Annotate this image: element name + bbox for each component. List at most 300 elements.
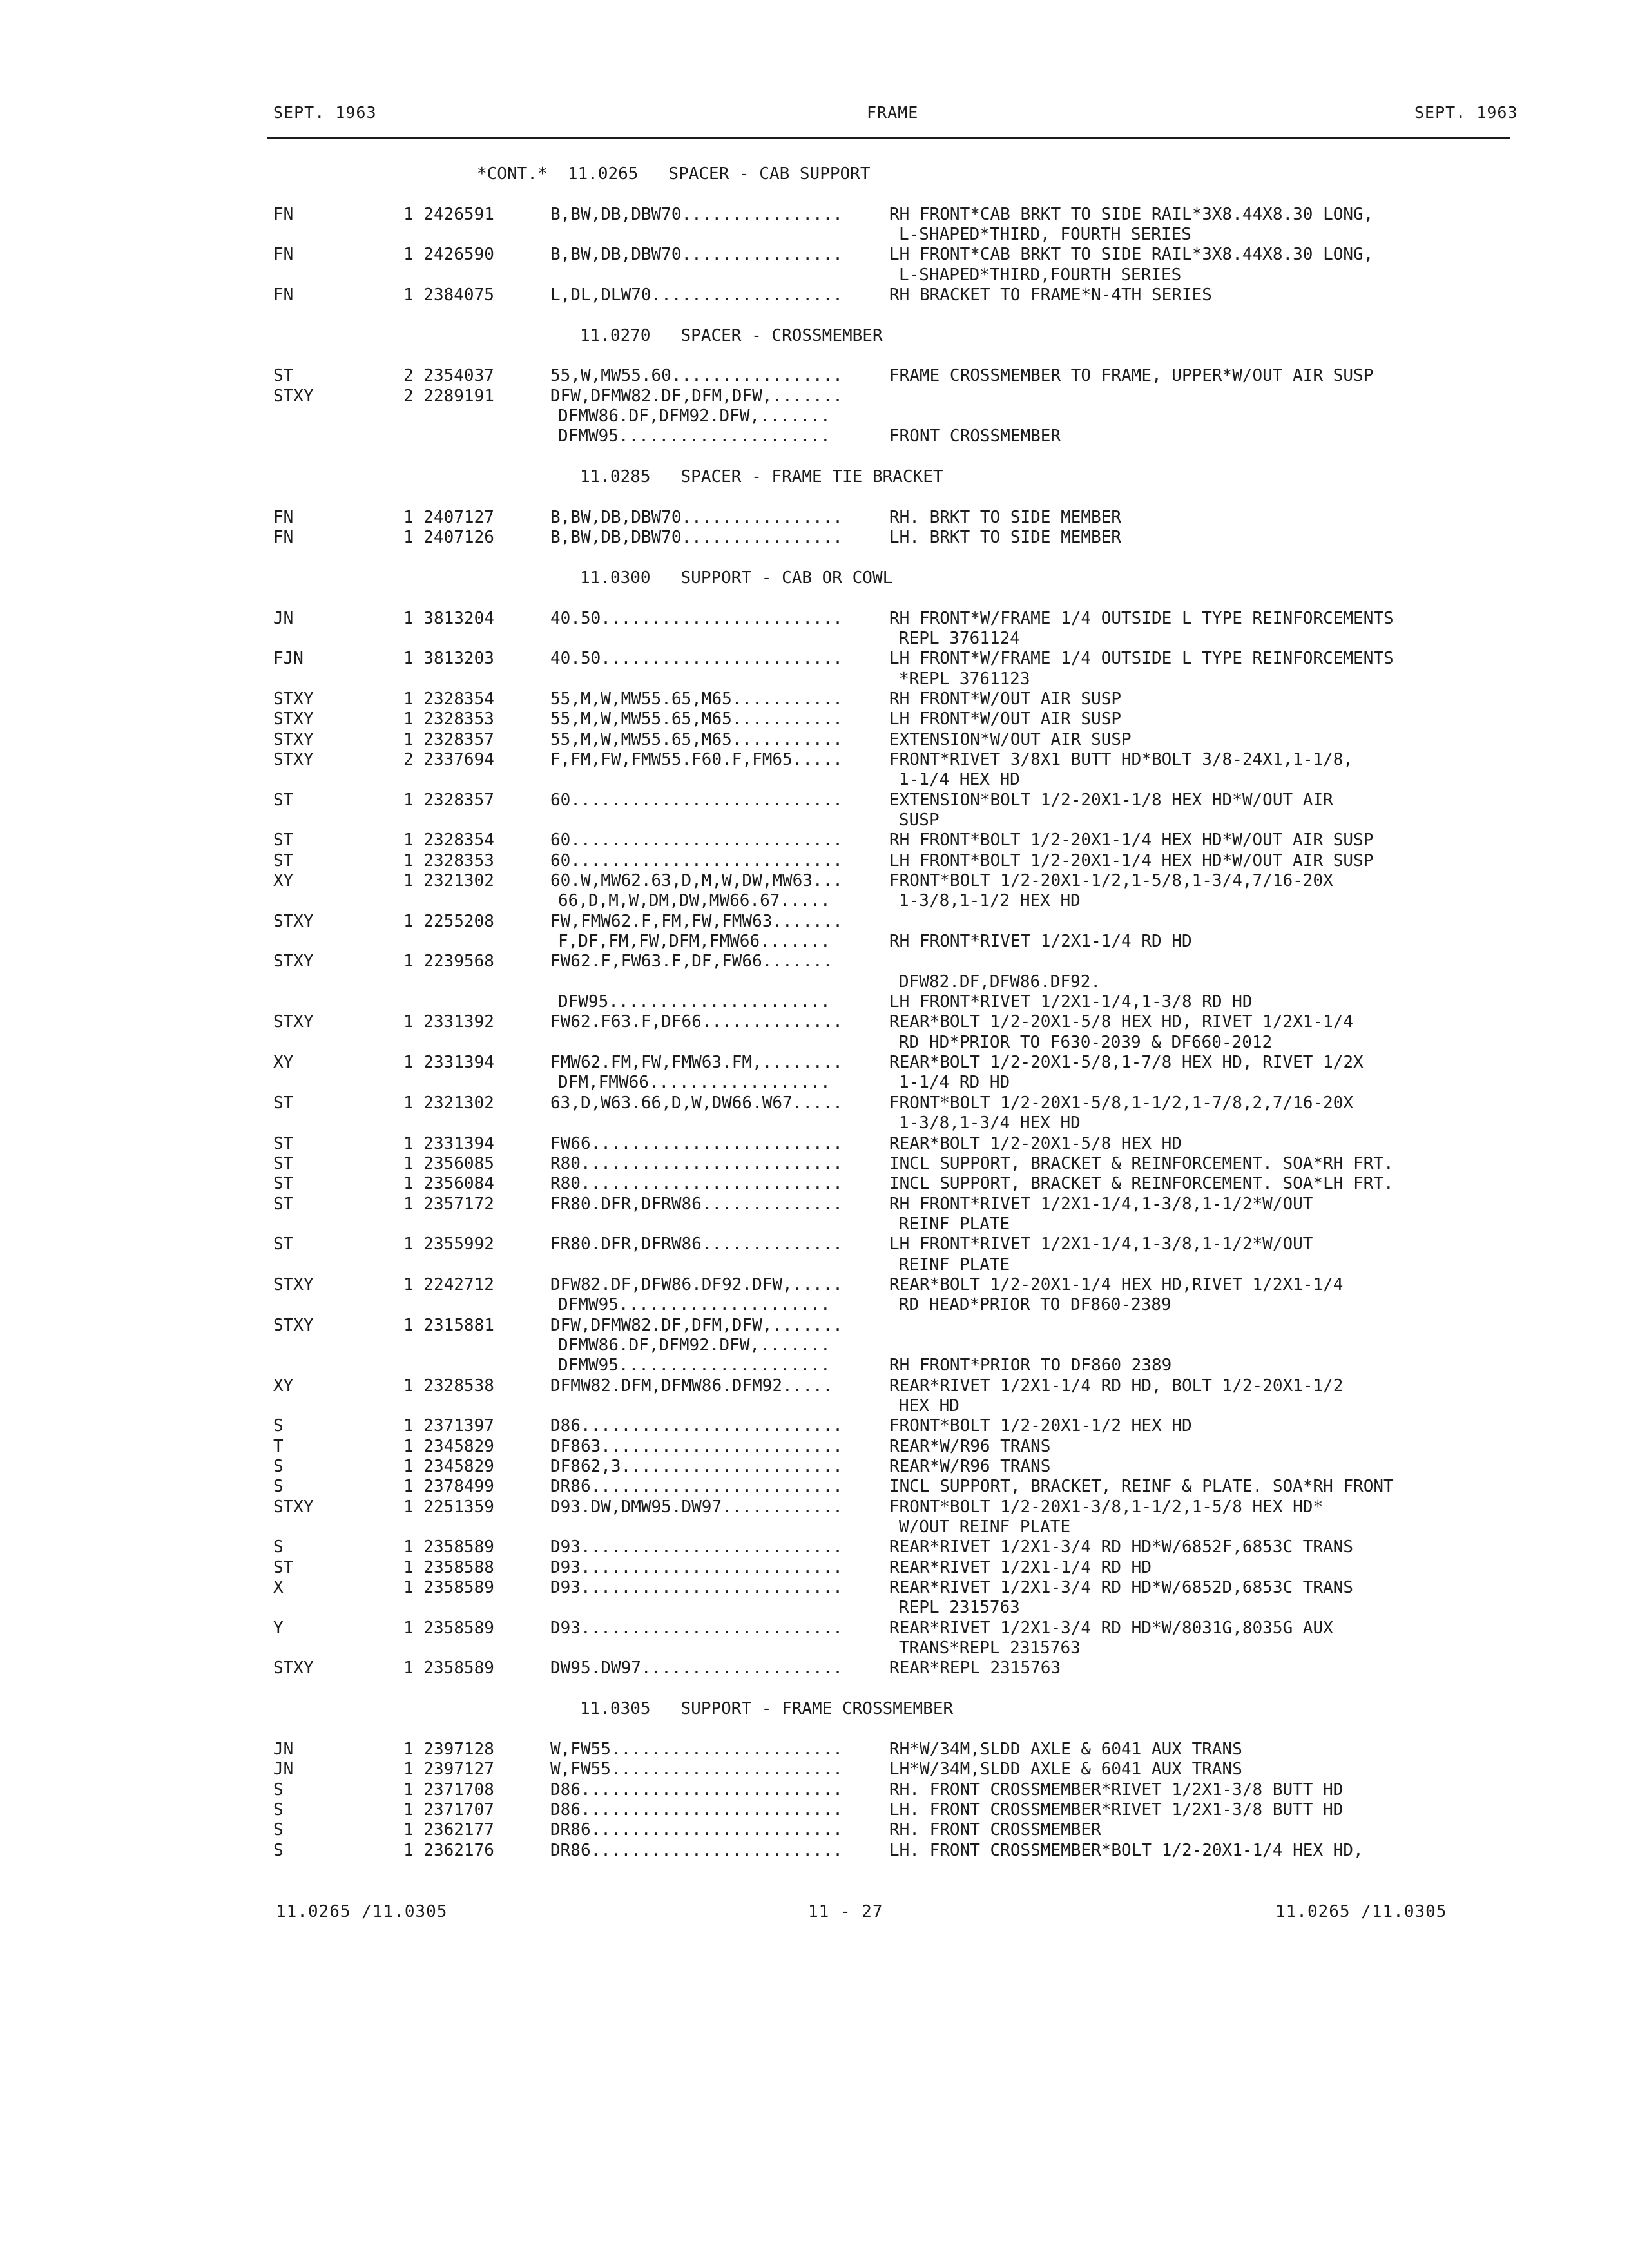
parts-row xyxy=(0,932,1629,952)
usage-code: XY xyxy=(273,871,294,891)
part-description: 1-3/8,1-3/4 HEX HD xyxy=(899,1113,1081,1133)
usage-code: ST xyxy=(273,1153,294,1173)
blank-line xyxy=(0,346,1629,366)
usage-code: FN xyxy=(273,528,294,548)
parts-row xyxy=(0,225,1629,245)
part-description: REAR*REPL 2315763 xyxy=(889,1658,1061,1678)
part-number: 1 2331392 xyxy=(403,1012,494,1032)
parts-row xyxy=(0,609,1629,629)
part-number: 1 2358589 xyxy=(403,1578,494,1598)
model-list: FR80.DFR,DFRW86.............. xyxy=(550,1235,843,1254)
part-number: 1 2397128 xyxy=(403,1739,494,1759)
section-heading xyxy=(0,467,1629,487)
parts-row xyxy=(0,508,1629,528)
model-list: F,FM,FW,FMW55.F60.F,FM65..... xyxy=(550,749,843,769)
part-description: LH FRONT*W/FRAME 1/4 OUTSIDE L TYPE REINFORCEMENTS xyxy=(889,649,1394,669)
part-description: DFW82.DF,DFW86.DF92. xyxy=(899,972,1101,992)
parts-row xyxy=(0,1356,1629,1376)
part-number: 1 2397127 xyxy=(403,1760,494,1780)
usage-code: S xyxy=(273,1840,284,1860)
parts-row xyxy=(0,1195,1629,1215)
usage-code: S xyxy=(273,1820,284,1840)
part-description: 1-1/4 RD HD xyxy=(899,1073,1010,1093)
part-number: 1 2426590 xyxy=(403,245,494,265)
part-description: REINF PLATE xyxy=(899,1214,1010,1234)
part-description: LH FRONT*BOLT 1/2-20X1-1/4 HEX HD*W/OUT AIR SUSP xyxy=(889,850,1374,870)
part-description: 1-3/8,1-1/2 HEX HD xyxy=(899,891,1081,911)
part-number: 1 2321302 xyxy=(403,1093,494,1113)
usage-code: JN xyxy=(273,1739,294,1759)
part-description: REAR*RIVET 1/2X1-3/4 RD HD*W/6852F,6853C TRANS xyxy=(889,1537,1354,1557)
part-number: 1 2321302 xyxy=(403,871,494,891)
part-description: REAR*W/R96 TRANS xyxy=(889,1436,1051,1456)
part-description: HEX HD xyxy=(899,1396,959,1416)
usage-code: STXY xyxy=(273,689,314,709)
model-list: DFW95...................... xyxy=(558,992,831,1012)
part-number: 1 2328353 xyxy=(403,850,494,870)
parts-row xyxy=(0,528,1629,548)
part-description: REAR*BOLT 1/2-20X1-5/8 HEX HD, RIVET 1/2X1-1/4 xyxy=(889,1012,1354,1032)
blank-line xyxy=(0,588,1629,608)
part-description: FRONT*RIVET 3/8X1 BUTT HD*BOLT 3/8-24X1,1-1/8, xyxy=(889,749,1354,769)
usage-code: ST xyxy=(273,831,294,850)
part-description: INCL SUPPORT, BRACKET & REINFORCEMENT. SOA*RH FRT. xyxy=(889,1153,1394,1173)
part-description: REAR*BOLT 1/2-20X1-5/8 HEX HD xyxy=(889,1133,1182,1153)
usage-code: S xyxy=(273,1416,284,1436)
part-description: REAR*RIVET 1/2X1-1/4 RD HD, BOLT 1/2-20X1-1/2 xyxy=(889,1376,1344,1396)
blank-line xyxy=(0,305,1629,325)
model-list: 60........................... xyxy=(550,790,843,810)
part-description: INCL SUPPORT, BRACKET, REINF & PLATE. SOA*RH FRONT xyxy=(889,1477,1394,1497)
section-heading-text: 11.0300 SUPPORT - CAB OR COWL xyxy=(580,568,893,588)
parts-row xyxy=(0,992,1629,1012)
part-description: LH. FRONT CROSSMEMBER*BOLT 1/2-20X1-1/4 HEX HD, xyxy=(889,1840,1364,1860)
usage-code: STXY xyxy=(273,729,314,749)
part-description: LH FRONT*CAB BRKT TO SIDE RAIL*3X8.44X8.30 LONG, xyxy=(889,245,1374,265)
model-list: FW62.F,FW63.F,DF,FW66....... xyxy=(550,952,833,972)
part-description: *REPL 3761123 xyxy=(899,669,1030,689)
parts-row xyxy=(0,891,1629,911)
usage-code: ST xyxy=(273,1093,294,1113)
parts-row xyxy=(0,1537,1629,1557)
usage-code: S xyxy=(273,1800,284,1820)
parts-row xyxy=(0,1760,1629,1780)
part-description: L-SHAPED*THIRD,FOURTH SERIES xyxy=(899,265,1182,285)
parts-row xyxy=(0,1073,1629,1093)
model-list: FW66......................... xyxy=(550,1133,843,1153)
part-description: RH. BRKT TO SIDE MEMBER xyxy=(889,507,1122,527)
parts-row xyxy=(0,1255,1629,1275)
model-list: W,FW55....................... xyxy=(550,1739,843,1759)
part-description: REAR*BOLT 1/2-20X1-1/4 HEX HD,RIVET 1/2X1-1/4 xyxy=(889,1274,1344,1294)
section-heading-text: 11.0270 SPACER - CROSSMEMBER xyxy=(580,325,883,345)
usage-code: S xyxy=(273,1537,284,1557)
parts-row xyxy=(0,811,1629,831)
section-heading-text: 11.0305 SUPPORT - FRAME CROSSMEMBER xyxy=(580,1699,954,1719)
part-description: FRONT CROSSMEMBER xyxy=(889,427,1061,447)
model-list: FW,FMW62.F,FM,FW,FMW63....... xyxy=(550,911,843,931)
part-number: 2 2289191 xyxy=(403,386,494,406)
usage-code: STXY xyxy=(273,952,314,972)
part-number: 1 2242712 xyxy=(403,1274,494,1294)
part-description: RH FRONT*RIVET 1/2X1-1/4,1-3/8,1-1/2*W/OUT xyxy=(889,1194,1313,1214)
parts-row xyxy=(0,427,1629,447)
parts-row xyxy=(0,871,1629,891)
usage-code: STXY xyxy=(273,1274,314,1294)
part-description: RH FRONT*RIVET 1/2X1-1/4 RD HD xyxy=(889,932,1192,952)
part-description: LH FRONT*RIVET 1/2X1-1/4,1-3/8,1-1/2*W/OUT xyxy=(889,1235,1313,1254)
footer-range-left: 11.0265 /11.0305 xyxy=(276,1902,448,1921)
usage-code: JN xyxy=(273,1760,294,1780)
parts-row xyxy=(0,912,1629,932)
model-list: DFW82.DF,DFW86.DF92.DFW,..... xyxy=(550,1274,843,1294)
model-list: DFMW95..................... xyxy=(558,427,831,447)
part-number: 1 2328353 xyxy=(403,709,494,729)
model-list: 40.50........................ xyxy=(550,649,843,669)
model-list: 63,D,W63.66,D,W,DW66.W67..... xyxy=(550,1093,843,1113)
parts-row xyxy=(0,1396,1629,1416)
parts-row xyxy=(0,709,1629,729)
model-list: B,BW,DB,DBW70................ xyxy=(550,507,843,527)
model-list: D93.......................... xyxy=(550,1578,843,1598)
usage-code: STXY xyxy=(273,1315,314,1335)
part-description: RH FRONT*CAB BRKT TO SIDE RAIL*3X8.44X8.30 LONG, xyxy=(889,204,1374,224)
usage-code: XY xyxy=(273,1376,294,1396)
part-number: 1 2331394 xyxy=(403,1053,494,1073)
part-description: FRAME CROSSMEMBER TO FRAME, UPPER*W/OUT AIR SUSP xyxy=(889,366,1374,386)
part-number: 2 2337694 xyxy=(403,749,494,769)
model-list: D86.......................... xyxy=(550,1416,843,1436)
part-number: 1 2239568 xyxy=(403,952,494,972)
parts-row xyxy=(0,1416,1629,1436)
parts-row xyxy=(0,1033,1629,1053)
part-description: RH BRACKET TO FRAME*N-4TH SERIES xyxy=(889,285,1212,305)
part-description: TRANS*REPL 2315763 xyxy=(899,1639,1081,1658)
parts-row xyxy=(0,831,1629,850)
parts-row xyxy=(0,366,1629,386)
part-number: 1 2328354 xyxy=(403,689,494,709)
model-list: DR86......................... xyxy=(550,1820,843,1840)
parts-row xyxy=(0,1598,1629,1618)
usage-code: S xyxy=(273,1457,284,1476)
model-list: R80.......................... xyxy=(550,1153,843,1173)
model-list: FW62.F63.F,DF66.............. xyxy=(550,1012,843,1032)
part-description: RH. FRONT CROSSMEMBER*RIVET 1/2X1-3/8 BUTT HD xyxy=(889,1780,1344,1800)
part-description: RH. FRONT CROSSMEMBER xyxy=(889,1820,1101,1840)
part-number: 1 2362177 xyxy=(403,1820,494,1840)
model-list: DFW,DFMW82.DF,DFM,DFW,....... xyxy=(550,1315,843,1335)
usage-code: ST xyxy=(273,366,294,386)
model-list: DR86......................... xyxy=(550,1840,843,1860)
parts-row xyxy=(0,669,1629,689)
section-heading xyxy=(0,1699,1629,1719)
model-list: DF863........................ xyxy=(550,1436,843,1456)
part-description: REAR*RIVET 1/2X1-1/4 RD HD xyxy=(889,1557,1152,1577)
usage-code: ST xyxy=(273,1194,294,1214)
part-description: RD HD*PRIOR TO F630-2039 & DF660-2012 xyxy=(899,1032,1273,1052)
usage-code: STXY xyxy=(273,1012,314,1032)
model-list: B,BW,DB,DBW70................ xyxy=(550,204,843,224)
part-number: 1 2345829 xyxy=(403,1436,494,1456)
header-rule xyxy=(267,137,1510,139)
usage-code: FN xyxy=(273,245,294,265)
parts-row xyxy=(0,1154,1629,1174)
part-number: 1 2356084 xyxy=(403,1174,494,1194)
usage-code: T xyxy=(273,1436,284,1456)
header-date-right: SEPT. 1963 xyxy=(1414,103,1518,122)
part-description: W/OUT REINF PLATE xyxy=(899,1517,1071,1537)
usage-code: FN xyxy=(273,285,294,305)
usage-code: FN xyxy=(273,204,294,224)
model-list: 55,M,W,MW55.65,M65........... xyxy=(550,729,843,749)
parts-row xyxy=(0,1578,1629,1598)
parts-row xyxy=(0,1619,1629,1639)
part-number: 1 3813204 xyxy=(403,608,494,628)
parts-row xyxy=(0,1740,1629,1760)
part-description: LH*W/34M,SLDD AXLE & 6041 AUX TRANS xyxy=(889,1760,1242,1780)
parts-row xyxy=(0,205,1629,225)
model-list: 66,D,M,W,DM,DW,MW66.67..... xyxy=(558,891,831,911)
usage-code: ST xyxy=(273,1133,294,1153)
parts-row xyxy=(0,1215,1629,1235)
usage-code: ST xyxy=(273,850,294,870)
part-number: 1 2355992 xyxy=(403,1235,494,1254)
model-list: DF862,3...................... xyxy=(550,1457,843,1476)
part-description: REAR*W/R96 TRANS xyxy=(889,1457,1051,1476)
model-list: 40.50........................ xyxy=(550,608,843,628)
usage-code: STXY xyxy=(273,386,314,406)
parts-row xyxy=(0,791,1629,811)
part-description: L-SHAPED*THIRD, FOURTH SERIES xyxy=(899,225,1191,245)
parts-row xyxy=(0,972,1629,992)
usage-code: Y xyxy=(273,1618,284,1638)
blank-line xyxy=(0,1679,1629,1699)
usage-code: STXY xyxy=(273,709,314,729)
part-description: FRONT*BOLT 1/2-20X1-1/2,1-5/8,1-3/4,7/16-20X xyxy=(889,871,1333,891)
part-number: 1 2358589 xyxy=(403,1537,494,1557)
parts-row xyxy=(0,1053,1629,1073)
usage-code: ST xyxy=(273,1174,294,1194)
parts-row xyxy=(0,1497,1629,1517)
part-number: 1 2345829 xyxy=(403,1457,494,1476)
header-section-title: FRAME xyxy=(867,103,919,122)
model-list: 60........................... xyxy=(550,831,843,850)
parts-row xyxy=(0,1800,1629,1820)
part-number: 1 3813203 xyxy=(403,649,494,669)
model-list: 55,M,W,MW55.65,M65........... xyxy=(550,709,843,729)
part-number: 1 2371708 xyxy=(403,1780,494,1800)
model-list: DFMW86.DF,DFM92.DFW,....... xyxy=(558,407,831,427)
model-list: D93.......................... xyxy=(550,1537,843,1557)
part-number: 1 2251359 xyxy=(403,1497,494,1517)
part-description: REPL 2315763 xyxy=(899,1598,1020,1618)
model-list: D93.......................... xyxy=(550,1557,843,1577)
usage-code: ST xyxy=(273,1557,294,1577)
parts-listing xyxy=(0,164,1629,1861)
part-description: LH. BRKT TO SIDE MEMBER xyxy=(889,528,1122,548)
part-number: 1 2315881 xyxy=(403,1315,494,1335)
usage-code: FN xyxy=(273,507,294,527)
part-description: 1-1/4 HEX HD xyxy=(899,770,1020,790)
part-description: EXTENSION*BOLT 1/2-20X1-1/8 HEX HD*W/OUT AIR xyxy=(889,790,1333,810)
part-description: INCL SUPPORT, BRACKET & REINFORCEMENT. SOA*LH FRT. xyxy=(889,1174,1394,1194)
section-heading xyxy=(0,164,1629,184)
part-number: 1 2358589 xyxy=(403,1658,494,1678)
part-description: FRONT*BOLT 1/2-20X1-3/8,1-1/2,1-5/8 HEX HD* xyxy=(889,1497,1324,1517)
part-number: 1 2371397 xyxy=(403,1416,494,1436)
parts-row xyxy=(0,1820,1629,1840)
part-number: 1 2407127 xyxy=(403,507,494,527)
usage-code: ST xyxy=(273,1235,294,1254)
part-description: LH. FRONT CROSSMEMBER*RIVET 1/2X1-3/8 BUTT HD xyxy=(889,1800,1344,1820)
part-description: FRONT*BOLT 1/2-20X1-1/2 HEX HD xyxy=(889,1416,1192,1436)
parts-row xyxy=(0,1174,1629,1194)
usage-code: FJN xyxy=(273,649,304,669)
part-number: 1 2328538 xyxy=(403,1376,494,1396)
parts-row xyxy=(0,1113,1629,1133)
usage-code: STXY xyxy=(273,1497,314,1517)
part-description: RH*W/34M,SLDD AXLE & 6041 AUX TRANS xyxy=(889,1739,1242,1759)
model-list: 60.W,MW62.63,D,M,W,DW,MW63... xyxy=(550,871,843,891)
parts-row xyxy=(0,1477,1629,1497)
model-list: D93.DW,DMW95.DW97............ xyxy=(550,1497,843,1517)
model-list: B,BW,DB,DBW70................ xyxy=(550,528,843,548)
model-list: FR80.DFR,DFRW86.............. xyxy=(550,1194,843,1214)
usage-code: S xyxy=(273,1477,284,1497)
part-number: 1 2358589 xyxy=(403,1618,494,1638)
usage-code: S xyxy=(273,1780,284,1800)
blank-line xyxy=(0,488,1629,508)
model-list: DFMW86.DF,DFM92.DFW,....... xyxy=(558,1335,831,1355)
header-date-left: SEPT. 1963 xyxy=(273,103,377,122)
part-description: RH FRONT*W/OUT AIR SUSP xyxy=(889,689,1122,709)
part-description: FRONT*BOLT 1/2-20X1-5/8,1-1/2,1-7/8,2,7/16-20X xyxy=(889,1093,1354,1113)
parts-row xyxy=(0,285,1629,305)
parts-row xyxy=(0,1376,1629,1396)
part-number: 1 2378499 xyxy=(403,1477,494,1497)
part-description: RH FRONT*W/FRAME 1/4 OUTSIDE L TYPE REINFORCEMENTS xyxy=(889,608,1394,628)
section-heading-text: *CONT.* 11.0265 SPACER - CAB SUPPORT xyxy=(477,164,871,184)
model-list: D93.......................... xyxy=(550,1618,843,1638)
part-number: 1 2328357 xyxy=(403,729,494,749)
part-description: REAR*RIVET 1/2X1-3/4 RD HD*W/8031G,8035G AUX xyxy=(889,1618,1333,1638)
parts-row xyxy=(0,1517,1629,1537)
part-number: 1 2358588 xyxy=(403,1557,494,1577)
parts-row xyxy=(0,1316,1629,1336)
model-list: DFMW82.DFM,DFMW86.DFM92..... xyxy=(550,1376,833,1396)
part-description: RH FRONT*BOLT 1/2-20X1-1/4 HEX HD*W/OUT AIR SUSP xyxy=(889,831,1374,850)
model-list: DFMW95..................... xyxy=(558,1356,831,1376)
parts-row xyxy=(0,1437,1629,1457)
parts-row xyxy=(0,245,1629,265)
model-list: B,BW,DB,DBW70................ xyxy=(550,245,843,265)
part-number: 1 2357172 xyxy=(403,1194,494,1214)
part-number: 1 2356085 xyxy=(403,1153,494,1173)
part-number: 1 2328357 xyxy=(403,790,494,810)
blank-line xyxy=(0,548,1629,568)
parts-row xyxy=(0,1639,1629,1658)
parts-row xyxy=(0,1235,1629,1254)
model-list: DFW,DFMW82.DF,DFM,DFW,....... xyxy=(550,386,843,406)
section-heading xyxy=(0,568,1629,588)
footer-page-number: 11 - 27 xyxy=(808,1902,883,1921)
parts-row xyxy=(0,1012,1629,1032)
parts-row xyxy=(0,1275,1629,1295)
part-description: LH FRONT*RIVET 1/2X1-1/4,1-3/8 RD HD xyxy=(889,992,1253,1012)
usage-code: STXY xyxy=(273,1658,314,1678)
model-list: DW95.DW97.................... xyxy=(550,1658,843,1678)
part-number: 1 2407126 xyxy=(403,528,494,548)
part-description: RD HEAD*PRIOR TO DF860-2389 xyxy=(899,1295,1171,1315)
parts-row xyxy=(0,1457,1629,1477)
model-list: D86.......................... xyxy=(550,1800,843,1820)
usage-code: STXY xyxy=(273,911,314,931)
usage-code: JN xyxy=(273,608,294,628)
model-list: 55,W,MW55.60................. xyxy=(550,366,843,386)
part-description: REINF PLATE xyxy=(899,1254,1010,1274)
part-number: 1 2371707 xyxy=(403,1800,494,1820)
parts-row xyxy=(0,387,1629,407)
part-number: 1 2362176 xyxy=(403,1840,494,1860)
part-number: 1 2328354 xyxy=(403,831,494,850)
parts-row xyxy=(0,750,1629,770)
parts-row xyxy=(0,851,1629,871)
blank-line xyxy=(0,1719,1629,1739)
parts-row xyxy=(0,1134,1629,1154)
blank-line xyxy=(0,447,1629,467)
usage-code: X xyxy=(273,1578,284,1598)
model-list: DFM,FMW66.................. xyxy=(558,1073,831,1093)
section-heading xyxy=(0,326,1629,346)
model-list: FMW62.FM,FW,FMW63.FM,........ xyxy=(550,1053,843,1073)
part-description: REAR*BOLT 1/2-20X1-5/8,1-7/8 HEX HD, RIVET 1/2X xyxy=(889,1053,1364,1073)
model-list: DR86......................... xyxy=(550,1477,843,1497)
parts-row xyxy=(0,770,1629,790)
blank-line xyxy=(0,184,1629,204)
footer-range-right: 11.0265 /11.0305 xyxy=(1275,1902,1447,1921)
parts-row xyxy=(0,730,1629,750)
model-list: L,DL,DLW70................... xyxy=(550,285,843,305)
model-list: F,DF,FM,FW,DFM,FMW66....... xyxy=(558,932,831,952)
model-list: R80.......................... xyxy=(550,1174,843,1194)
parts-row xyxy=(0,1658,1629,1678)
parts-row xyxy=(0,265,1629,285)
parts-row xyxy=(0,629,1629,649)
parts-row xyxy=(0,1336,1629,1356)
parts-row xyxy=(0,1558,1629,1578)
usage-code: ST xyxy=(273,790,294,810)
parts-row xyxy=(0,1295,1629,1315)
parts-row xyxy=(0,649,1629,669)
part-description: LH FRONT*W/OUT AIR SUSP xyxy=(889,709,1122,729)
part-description: EXTENSION*W/OUT AIR SUSP xyxy=(889,729,1132,749)
model-list: 60........................... xyxy=(550,850,843,870)
part-number: 1 2331394 xyxy=(403,1133,494,1153)
part-number: 1 2384075 xyxy=(403,285,494,305)
parts-row xyxy=(0,1093,1629,1113)
model-list: W,FW55....................... xyxy=(550,1760,843,1780)
parts-row xyxy=(0,952,1629,972)
parts-row xyxy=(0,1841,1629,1861)
part-number: 1 2255208 xyxy=(403,911,494,931)
model-list: D86.......................... xyxy=(550,1780,843,1800)
part-description: SUSP xyxy=(899,811,940,830)
part-number: 1 2426591 xyxy=(403,204,494,224)
part-description: REAR*RIVET 1/2X1-3/4 RD HD*W/6852D,6853C TRANS xyxy=(889,1578,1354,1598)
section-heading-text: 11.0285 SPACER - FRAME TIE BRACKET xyxy=(580,467,943,487)
part-description: RH FRONT*PRIOR TO DF860 2389 xyxy=(889,1356,1172,1376)
part-number: 2 2354037 xyxy=(403,366,494,386)
